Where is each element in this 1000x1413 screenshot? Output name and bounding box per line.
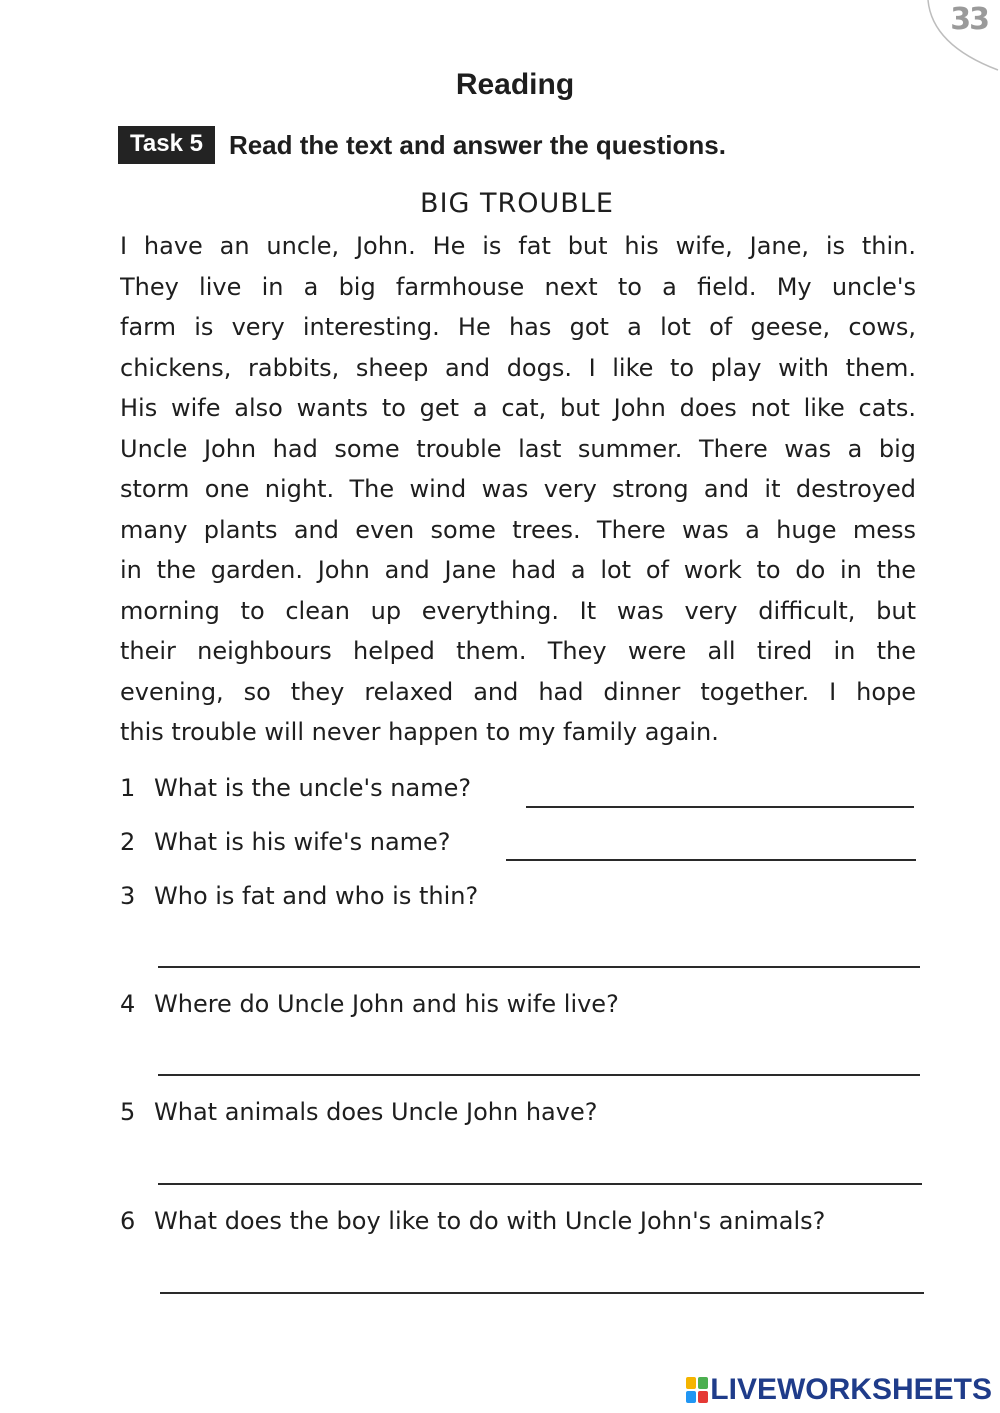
story-text: [120, 226, 916, 753]
story-line: many plants and even some trees. There was a huge mess: [120, 515, 916, 544]
task-instruction: Read the text and answer the questions.: [228, 129, 726, 160]
story-line: Uncle John had some trouble last summer. There was a big: [120, 434, 916, 463]
question-number: 3: [120, 882, 136, 910]
question-text: What is the uncle's name?: [154, 774, 472, 802]
question-number: 6: [120, 1207, 136, 1235]
question-2: [120, 828, 451, 856]
answer-line-6[interactable]: [160, 1292, 924, 1294]
liveworksheets-watermark: [686, 1373, 992, 1407]
story-line: their neighbours helped them. They were all tired in the: [120, 637, 916, 665]
story-line: this trouble will never happen to my family again.: [120, 718, 719, 746]
question-3: [120, 882, 478, 910]
question-text: Who is fat and who is thin?: [154, 882, 479, 910]
question-number: 1: [120, 774, 136, 802]
question-text: What animals does Uncle John have?: [154, 1098, 598, 1126]
question-number: 5: [120, 1098, 136, 1126]
question-1: [120, 774, 471, 802]
story-line: evening, so they relaxed and had dinner together. I hope: [120, 677, 916, 706]
task-badge: Task 5: [118, 126, 215, 164]
question-6: [120, 1207, 825, 1235]
story-title: BIG TROUBLE: [420, 188, 614, 219]
answer-line-4[interactable]: [158, 1074, 920, 1076]
question-4: [120, 990, 619, 1018]
question-number: 4: [120, 990, 136, 1018]
watermark-text: LIVEWORKSHEETS: [710, 1373, 992, 1406]
question-text: What does the boy like to do with Uncle John's animals?: [154, 1207, 826, 1235]
answer-line-2[interactable]: [506, 859, 916, 861]
story-line: storm one night. The wind was very strong and it destroyed: [120, 475, 916, 503]
story-line: in the garden. John and Jane had a lot of work to do in the: [120, 556, 916, 584]
answer-line-3[interactable]: [158, 966, 920, 968]
story-line: They live in a big farmhouse next to a field. My uncle's: [120, 272, 916, 301]
question-text: Where do Uncle John and his wife live?: [154, 990, 619, 1018]
story-line: farm is very interesting. He has got a lot of geese, cows,: [120, 313, 916, 341]
answer-line-5[interactable]: [158, 1183, 922, 1185]
story-line: His wife also wants to get a cat, but John does not like cats.: [120, 394, 916, 422]
story-line: morning to clean up everything. It was very difficult, but: [120, 596, 916, 625]
liveworksheets-logo-icon: [686, 1377, 708, 1403]
question-number: 2: [120, 828, 136, 856]
question-5: [120, 1098, 597, 1126]
task-header: [118, 126, 726, 164]
answer-line-1[interactable]: [526, 806, 914, 808]
question-text: What is his wife's name?: [154, 828, 451, 856]
page-number: 33: [950, 2, 988, 37]
story-line: I have an uncle, John. He is fat but his wife, Jane, is thin.: [120, 232, 916, 260]
story-line: chickens, rabbits, sheep and dogs. I like to play with them.: [120, 353, 916, 382]
section-title: Reading: [455, 68, 575, 101]
